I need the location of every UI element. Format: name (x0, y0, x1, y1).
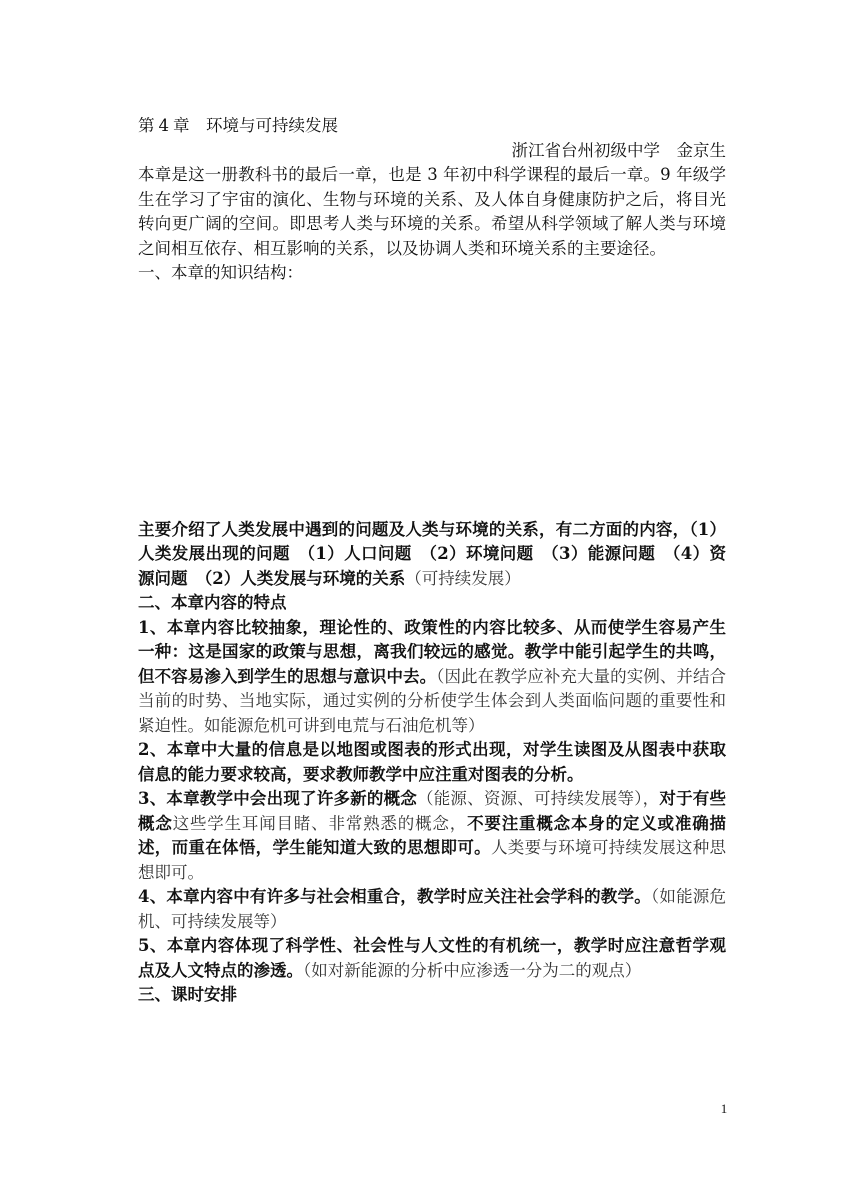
page-number: 1 (720, 1101, 728, 1116)
chapter-title-line (138, 114, 726, 139)
author-line: 浙江省台州初级中学 金京生 (511, 140, 726, 160)
blank-figure-area (138, 286, 726, 518)
point-2-bold: 2、本章中大量的信息是以地图或图表的形式出现，对学生读图及从图表中获取信息的能力要求较高，要求教师教学中应注重对图表的分析。 (138, 740, 726, 784)
point-1-normal: （因此在教学应补充大量的实例、并结合当前的时势、当地实际，通过实例的分析使学生体会到人类面临问题的重要性和紧迫性。如能源危机可讲到电荒与石油危机等） (138, 666, 727, 735)
point-4 (138, 885, 726, 934)
chapter-number: 4 (158, 116, 169, 135)
section-heading-features: 二、本章内容的特点 (138, 593, 287, 612)
point-5-bold: 5、本章内容体现了科学性、社会性与人文性的有机统一，教学时应注意哲学观点及人文特点的渗透。 (138, 936, 726, 980)
point-3-bold-a: 3、本章教学中会出现了许多新的概念 (138, 789, 418, 808)
point-5 (138, 934, 726, 983)
summary-bold-text: 主要介绍了人类发展中遇到的问题及人类与环境的关系，有二方面的内容，（1）人类发展出现的问题 （1）人口问题 （2）环境问题 （3）能源问题 （4）资源问题 （2）人类发展与环境的关系 (138, 519, 726, 588)
point-3-normal-b: 这些学生耳闻目睹、非常熟悉的概念， (172, 813, 468, 833)
intro-paragraph: 本章是这一册教科书的最后一章，也是 3 年初中科学课程的最后一章。9 年级学生在学习了宇宙的演化、生物与环境的关系、及人体自身健康防护之后，将目光转向更广阔的空间。即思考人类与环境的关系。希望从科学领域了解人类与环境之间相互依存、相互影响的关系，以及协调人类和环境关系的主要途径。 (138, 165, 726, 258)
summary-normal-text: （可持续发展） (405, 568, 521, 588)
point-4-normal: （如能源危机、可持续发展等） (138, 887, 727, 931)
point-2 (138, 738, 726, 787)
point-3-bold-b: 对于有些概念 (138, 789, 727, 833)
page-content (138, 114, 726, 1008)
section-heading-knowledge-structure: 一、本章的知识结构： (138, 263, 303, 282)
section-heading-schedule: 三、课时安排 (138, 985, 237, 1004)
point-3-normal-a: （能源、资源、可持续发展等）， (417, 789, 660, 808)
chapter-suffix: 章 (173, 116, 190, 135)
point-1 (138, 616, 726, 739)
point-3-bold-c: 不要注重概念本身的定义或准确描述，而重在体悟，学生能知道大致的思想即可。 (138, 813, 727, 857)
point-5-normal: （如对新能源的分析中应渗透一分为二的观点） (303, 960, 642, 980)
chapter-label: 第 (138, 116, 155, 135)
point-3 (138, 787, 726, 885)
point-3-normal-c: 人类要与环境可持续发展这种思想即可。 (138, 838, 727, 882)
chapter-title: 环境与可持续发展 (206, 116, 338, 135)
point-1-bold: 1、本章内容比较抽象，理论性的、政策性的内容比较多、从而使学生容易产生一种：这是国家的政策与思想，离我们较远的感觉。教学中能引起学生的共鸣，但不容易渗入到学生的思想与意识中去。 (138, 617, 726, 686)
summary-paragraph (138, 518, 726, 592)
point-4-bold: 4、本章内容中有许多与社会相重合，教学时应关注社会学科的教学。 (138, 887, 651, 906)
